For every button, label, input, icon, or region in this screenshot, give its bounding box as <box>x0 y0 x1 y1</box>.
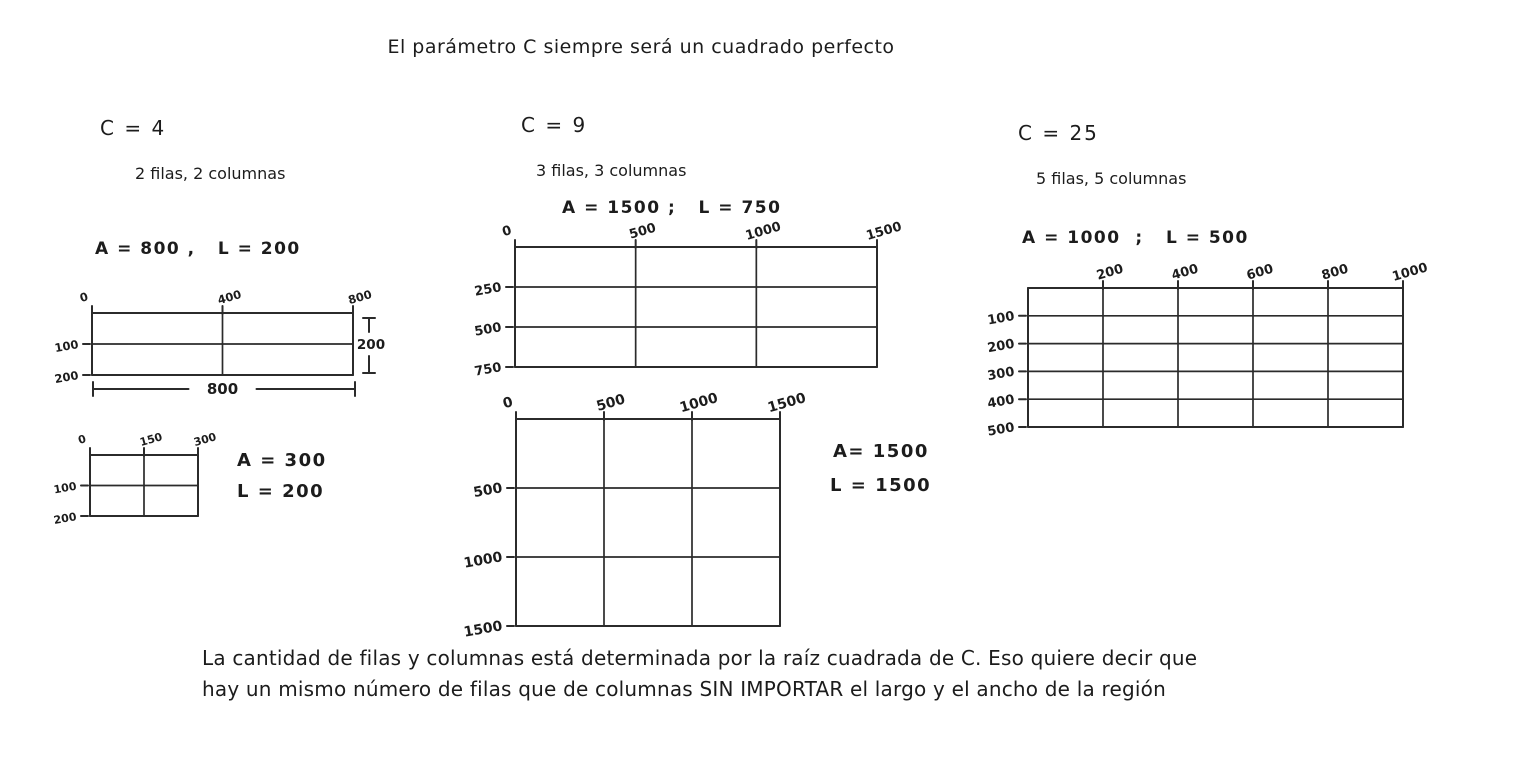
axis-tick-label: 300 <box>986 364 1016 385</box>
section-c25-params: A = 1000 ; L = 500 <box>1022 228 1249 248</box>
axis-tick-label: 800 <box>206 380 239 398</box>
c4-small-length-label: L = 200 <box>237 481 325 502</box>
axis-tick-label: 100 <box>53 337 80 356</box>
axis-tick-label: 200 <box>1094 261 1126 284</box>
axis-tick-label: 300 <box>192 430 218 450</box>
axis-tick-label: 500 <box>472 480 504 502</box>
axis-tick-label: 200 <box>52 510 78 527</box>
axis-tick-label: 1500 <box>462 618 504 641</box>
axis-tick-label: 800 <box>346 287 374 308</box>
axis-tick-label: 500 <box>594 391 628 415</box>
grid-c4-small <box>53 430 219 527</box>
axis-tick-label: 750 <box>473 360 503 380</box>
section-c9-params: A = 1500 ; L = 750 <box>562 198 782 218</box>
axis-tick-label: 0 <box>76 432 88 447</box>
axis-tick-label: 500 <box>473 320 503 340</box>
axis-tick-label: 250 <box>473 280 503 300</box>
axis-tick-label: 1000 <box>462 549 504 572</box>
axis-tick-label: 800 <box>1319 261 1351 284</box>
axis-tick-label: 150 <box>138 430 164 450</box>
axis-tick-label: 200 <box>356 337 386 353</box>
axis-tick-label: 400 <box>1169 261 1201 284</box>
c9-bottom-area-label: A= 1500 <box>833 441 929 462</box>
axis-tick-label: 0 <box>500 223 514 241</box>
section-c4-params: A = 800 , L = 200 <box>95 239 301 259</box>
axis-tick-label: 1000 <box>677 390 720 417</box>
axis-tick-label: 200 <box>53 368 80 387</box>
section-c9-heading: C = 9 <box>521 113 588 137</box>
axis-tick-label: 500 <box>627 220 658 243</box>
axis-tick-label: 100 <box>986 308 1016 329</box>
axis-tick-label: 100 <box>52 479 78 497</box>
axis-tick-label: 400 <box>215 287 243 308</box>
footer-line2: hay un mismo número de filas que de columnas SIN IMPORTAR el largo y el ancho de la región <box>202 677 1166 701</box>
axis-tick-label: 600 <box>1244 261 1276 284</box>
section-c4-heading: C = 4 <box>100 116 167 140</box>
axis-tick-label: 1500 <box>864 219 904 244</box>
axis-tick-label: 200 <box>986 336 1016 357</box>
page-title: El parámetro C siempre será un cuadrado perfecto <box>387 36 895 58</box>
axis-tick-label: 1000 <box>743 219 783 244</box>
c4-small-area-label: A = 300 <box>237 450 327 471</box>
footer-line1: La cantidad de filas y columnas está determinada por la raíz cuadrada de C. Eso quiere decir que <box>202 646 1198 670</box>
axis-tick-label: 400 <box>986 392 1016 412</box>
grid-c4-main <box>53 287 385 398</box>
footer-note <box>202 643 1197 705</box>
grid-c25 <box>986 260 1429 439</box>
axis-tick-label: 0 <box>78 289 90 305</box>
axis-tick-label: 1000 <box>1390 260 1430 285</box>
axis-tick-label: 500 <box>986 420 1016 440</box>
section-c4-rowscols: 2 filas, 2 columnas <box>135 164 286 183</box>
section-c9-rowscols: 3 filas, 3 columnas <box>536 161 687 180</box>
axis-tick-label: 1500 <box>765 390 808 417</box>
grid-c9-bottom <box>463 390 809 641</box>
section-c25-heading: C = 25 <box>1018 121 1099 145</box>
grid-c9-top <box>473 219 903 379</box>
axis-tick-label: 0 <box>501 394 515 413</box>
section-c25-rowscols: 5 filas, 5 columnas <box>1036 169 1187 188</box>
c9-bottom-length-label: L = 1500 <box>830 475 932 496</box>
